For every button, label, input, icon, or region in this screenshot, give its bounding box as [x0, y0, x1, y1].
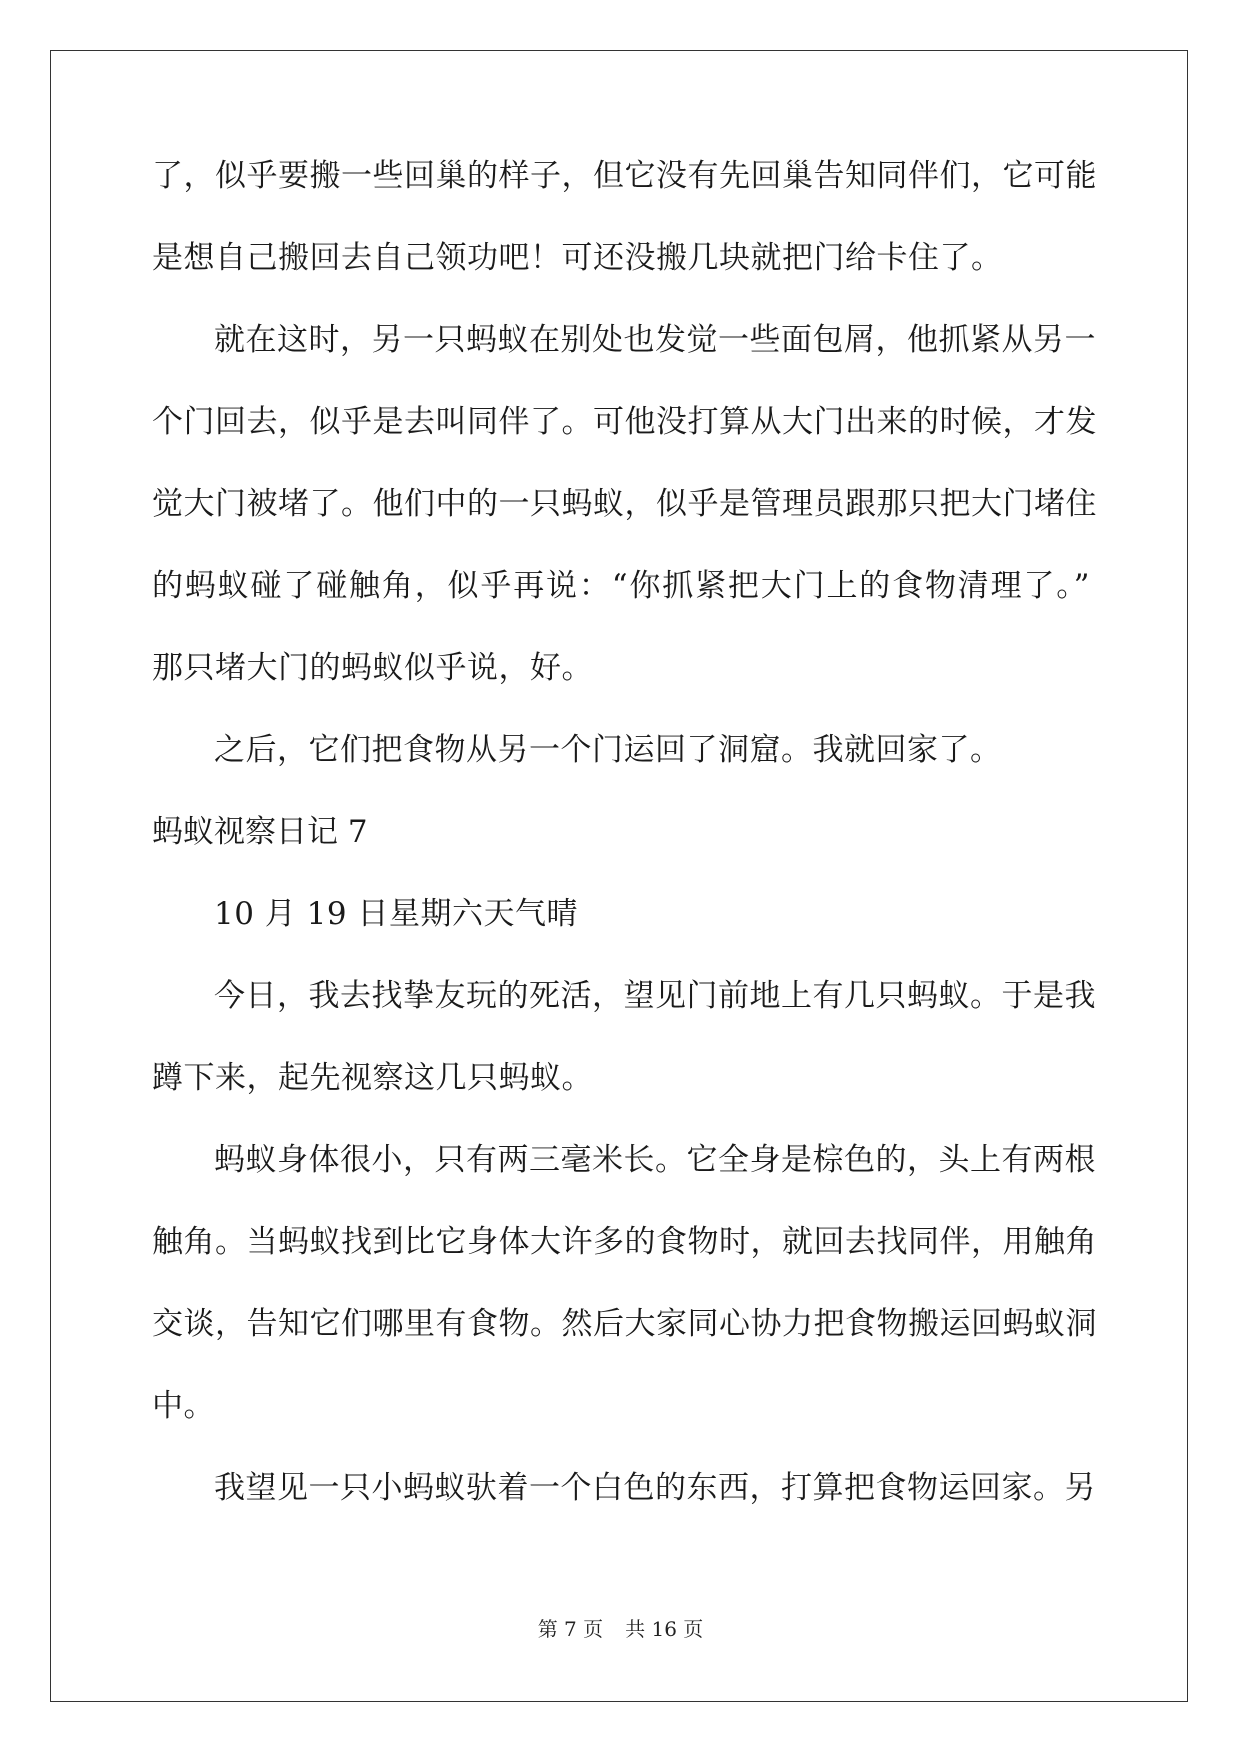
text-line-8: 之后，它们把食物从另一个门运回了洞窟。我就回家了。: [214, 732, 1002, 768]
text-line-11: 今日，我去找挚友玩的死活，望见门前地上有几只蚂蚁。于是我: [214, 978, 1096, 1014]
text-line-3: 就在这时，另一只蚂蚁在别处也发觉一些面包屑，他抓紧从另一: [214, 322, 1096, 358]
page-total: 共 16 页: [625, 1617, 704, 1641]
text-line-12: 蹲下来，起先视察这几只蚂蚁。: [152, 1060, 593, 1096]
text-line-5: 觉大门被堵了。他们中的一只蚂蚁，似乎是管理员跟那只把大门堵住: [152, 486, 1097, 522]
text-line-1: 了，似乎要搬一些回巢的样子，但它没有先回巢告知同伴们，它可能: [152, 158, 1097, 194]
page-number: 第 7 页: [537, 1617, 604, 1641]
text-line-15: 交谈，告知它们哪里有食物。然后大家同心协力把食物搬运回蚂蚁洞: [152, 1306, 1097, 1342]
text-line-13: 蚂蚁身体很小，只有两三毫米长。它全身是棕色的，头上有两根: [214, 1142, 1096, 1178]
text-line-7: 那只堵大门的蚂蚁似乎说，好。: [152, 650, 593, 686]
text-line-17: 我望见一只小蚂蚁驮着一个白色的东西，打算把食物运回家。另: [214, 1470, 1096, 1506]
text-line-6: 的蚂蚁碰了碰触角，似乎再说：“你抓紧把大门上的食物清理了。”: [152, 568, 1090, 604]
diary-date-line: 10 月 19 日星期六天气晴: [214, 896, 578, 932]
document-body: [152, 158, 1097, 1554]
text-line-4: 个门回去，似乎是去叫同伴了。可他没打算从大门出来的时候，才发: [152, 404, 1097, 440]
text-line-16: 中。: [152, 1388, 215, 1424]
text-line-14: 触角。当蚂蚁找到比它身体大许多的食物时，就回去找同伴，用触角: [152, 1224, 1097, 1260]
section-heading: 蚂蚁视察日记 7: [152, 814, 368, 850]
page-footer: [0, 1617, 1241, 1641]
text-line-2: 是想自己搬回去自己领功吧！可还没搬几块就把门给卡住了。: [152, 240, 1003, 276]
